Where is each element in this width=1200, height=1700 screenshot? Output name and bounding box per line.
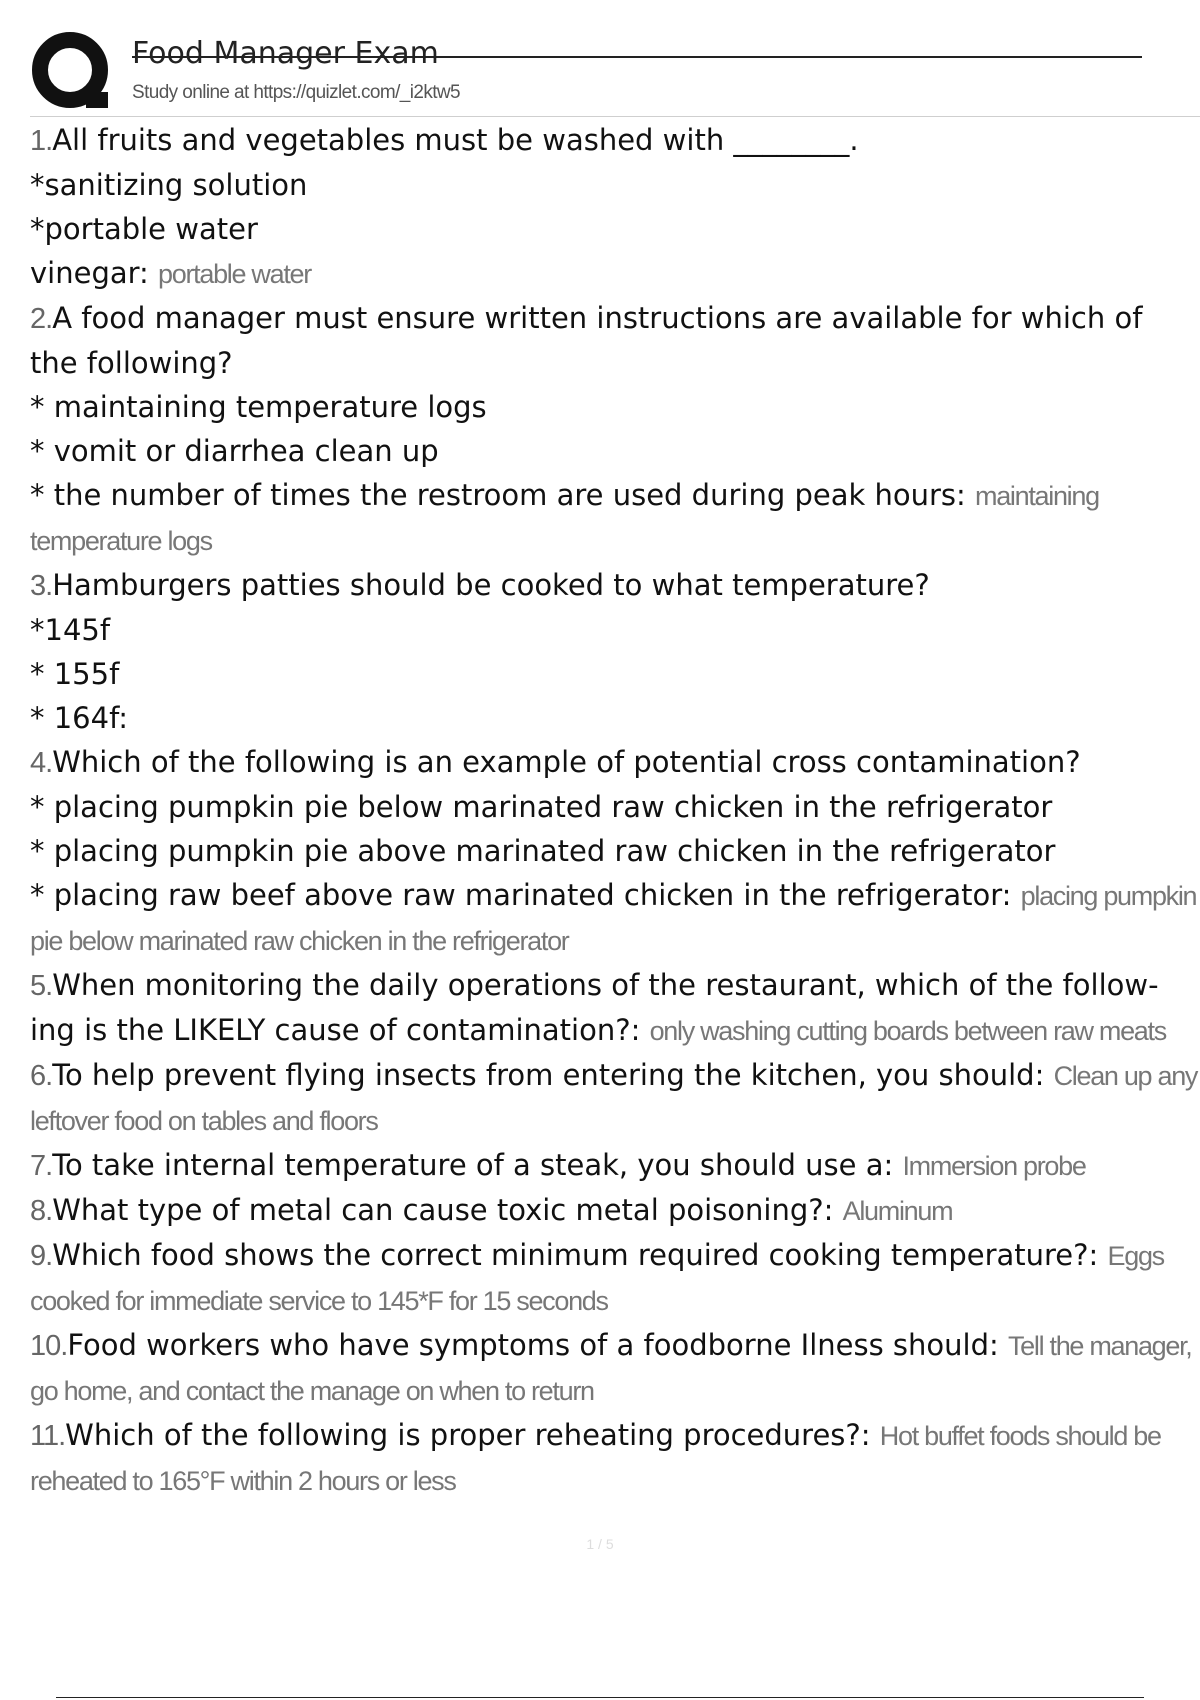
question-line <box>30 963 1200 1008</box>
question-text: Which food shows the correct minimum required cooking temperature?: <box>52 1238 1099 1272</box>
answer-text: portable water <box>158 259 311 289</box>
question-line <box>30 1233 1200 1278</box>
question-text: *sanitizing solution <box>30 168 308 202</box>
question-line <box>30 1098 1200 1143</box>
answer-text: temperature logs <box>30 526 212 556</box>
question-item <box>30 563 1200 740</box>
question-number: 6. <box>30 1060 53 1092</box>
question-text: What type of metal can cause toxic metal poisoning?: <box>52 1193 834 1227</box>
question-text: * placing pumpkin pie above marinated raw chicken in the refrigerator <box>30 834 1056 868</box>
question-text: To take internal temperature of a steak, you should use a: <box>52 1148 894 1182</box>
question-item <box>30 1143 1200 1188</box>
question-text: * the number of times the restroom are used during peak hours: <box>30 478 966 512</box>
question-text: * 164f: <box>30 701 129 735</box>
answer-text: reheated to 165°F within 2 hours or less <box>30 1466 456 1496</box>
question-line <box>30 429 1200 473</box>
question-text: * placing raw beef above raw marinated chicken in the refrigerator: <box>30 878 1012 912</box>
question-line <box>30 1008 1200 1053</box>
question-text: *145f <box>30 613 111 647</box>
question-number: 7. <box>30 1150 53 1182</box>
question-line <box>30 918 1200 963</box>
answer-text: Hot buffet foods should be <box>879 1421 1161 1451</box>
question-line <box>30 118 1200 163</box>
question-text: the following? <box>30 346 233 380</box>
question-line <box>30 207 1200 251</box>
question-number: 5. <box>30 970 53 1002</box>
question-item <box>30 963 1200 1053</box>
question-line <box>30 873 1200 918</box>
question-text: All fruits and vegetables must be washed with ________. <box>52 123 859 157</box>
question-text: ing is the LIKELY cause of contamination?: <box>30 1013 641 1047</box>
question-line <box>30 696 1200 740</box>
answer-text: Immersion probe <box>902 1151 1086 1181</box>
question-line <box>30 341 1200 385</box>
question-number: 10. <box>30 1330 68 1362</box>
question-text: A food manager must ensure written instructions are available for which of <box>52 301 1143 335</box>
question-text: Food workers who have symptoms of a foodborne Ilness should: <box>67 1328 999 1362</box>
question-item <box>30 1053 1200 1143</box>
question-item <box>30 1188 1200 1233</box>
question-number: 1. <box>30 125 53 157</box>
question-number: 9. <box>30 1240 53 1272</box>
question-number: 8. <box>30 1195 53 1227</box>
question-line <box>30 473 1200 518</box>
header-divider <box>30 116 1200 117</box>
question-line <box>30 829 1200 873</box>
question-line <box>30 608 1200 652</box>
question-item <box>30 1233 1200 1323</box>
document-title: Food Manager Exam <box>132 36 439 71</box>
question-text: When monitoring the daily operations of the restaurant, which of the follow- <box>52 968 1159 1002</box>
question-line <box>30 1413 1200 1458</box>
question-number: 2. <box>30 303 53 335</box>
question-item <box>30 296 1200 563</box>
question-line <box>30 785 1200 829</box>
question-line <box>30 163 1200 207</box>
question-line <box>30 385 1200 429</box>
question-item <box>30 118 1200 296</box>
question-text: Hamburgers patties should be cooked to what temperature? <box>52 568 930 602</box>
question-item <box>30 1413 1200 1503</box>
answer-text: pie below marinated raw chicken in the refrigerator <box>30 926 569 956</box>
question-line <box>30 1188 1200 1233</box>
answer-text: cooked for immediate service to 145*F for 15 seconds <box>30 1286 608 1316</box>
question-line <box>30 251 1200 296</box>
question-text: Which of the following is an example of potential cross contamination? <box>52 745 1081 779</box>
question-item <box>30 1323 1200 1413</box>
question-line <box>30 1323 1200 1368</box>
question-line <box>30 1053 1200 1098</box>
answer-text: placing pumpkin <box>1020 881 1197 911</box>
question-line <box>30 518 1200 563</box>
answer-text: Eggs <box>1107 1241 1164 1271</box>
page-header <box>0 0 1200 118</box>
question-list <box>30 118 1200 1503</box>
question-text: *portable water <box>30 212 258 246</box>
question-line <box>30 740 1200 785</box>
study-online-link[interactable]: Study online at https://quizlet.com/_i2ktw5 <box>132 82 461 103</box>
question-text: * 155f <box>30 657 120 691</box>
question-text: Which of the following is proper reheating procedures?: <box>65 1418 871 1452</box>
answer-text: Tell the manager, <box>1007 1331 1192 1361</box>
question-line <box>30 1368 1200 1413</box>
question-line <box>30 1278 1200 1323</box>
question-text: * placing pumpkin pie below marinated raw chicken in the refrigerator <box>30 790 1053 824</box>
question-line <box>30 1458 1200 1503</box>
question-number: 11. <box>30 1420 66 1452</box>
question-line <box>30 563 1200 608</box>
page-number: 1 / 5 <box>586 1536 614 1552</box>
question-line <box>30 652 1200 696</box>
footer-divider <box>56 1697 1144 1698</box>
answer-text: maintaining <box>975 481 1099 511</box>
question-number: 3. <box>30 570 53 602</box>
question-text: vinegar: <box>30 256 149 290</box>
title-underline <box>132 56 1142 58</box>
question-item <box>30 740 1200 963</box>
question-text: To help prevent flying insects from entering the kitchen, you should: <box>52 1058 1045 1092</box>
answer-text: go home, and contact the manage on when to return <box>30 1376 594 1406</box>
question-line <box>30 1143 1200 1188</box>
answer-text: only washing cutting boards between raw meats <box>649 1016 1166 1046</box>
question-text: * vomit or diarrhea clean up <box>30 434 439 468</box>
answer-text: Clean up any <box>1053 1061 1198 1091</box>
question-number: 4. <box>30 747 53 779</box>
answer-text: Aluminum <box>842 1196 953 1226</box>
question-line <box>30 296 1200 341</box>
quizlet-logo-icon <box>30 30 114 114</box>
question-text: * maintaining temperature logs <box>30 390 487 424</box>
answer-text: leftover food on tables and floors <box>30 1106 378 1136</box>
